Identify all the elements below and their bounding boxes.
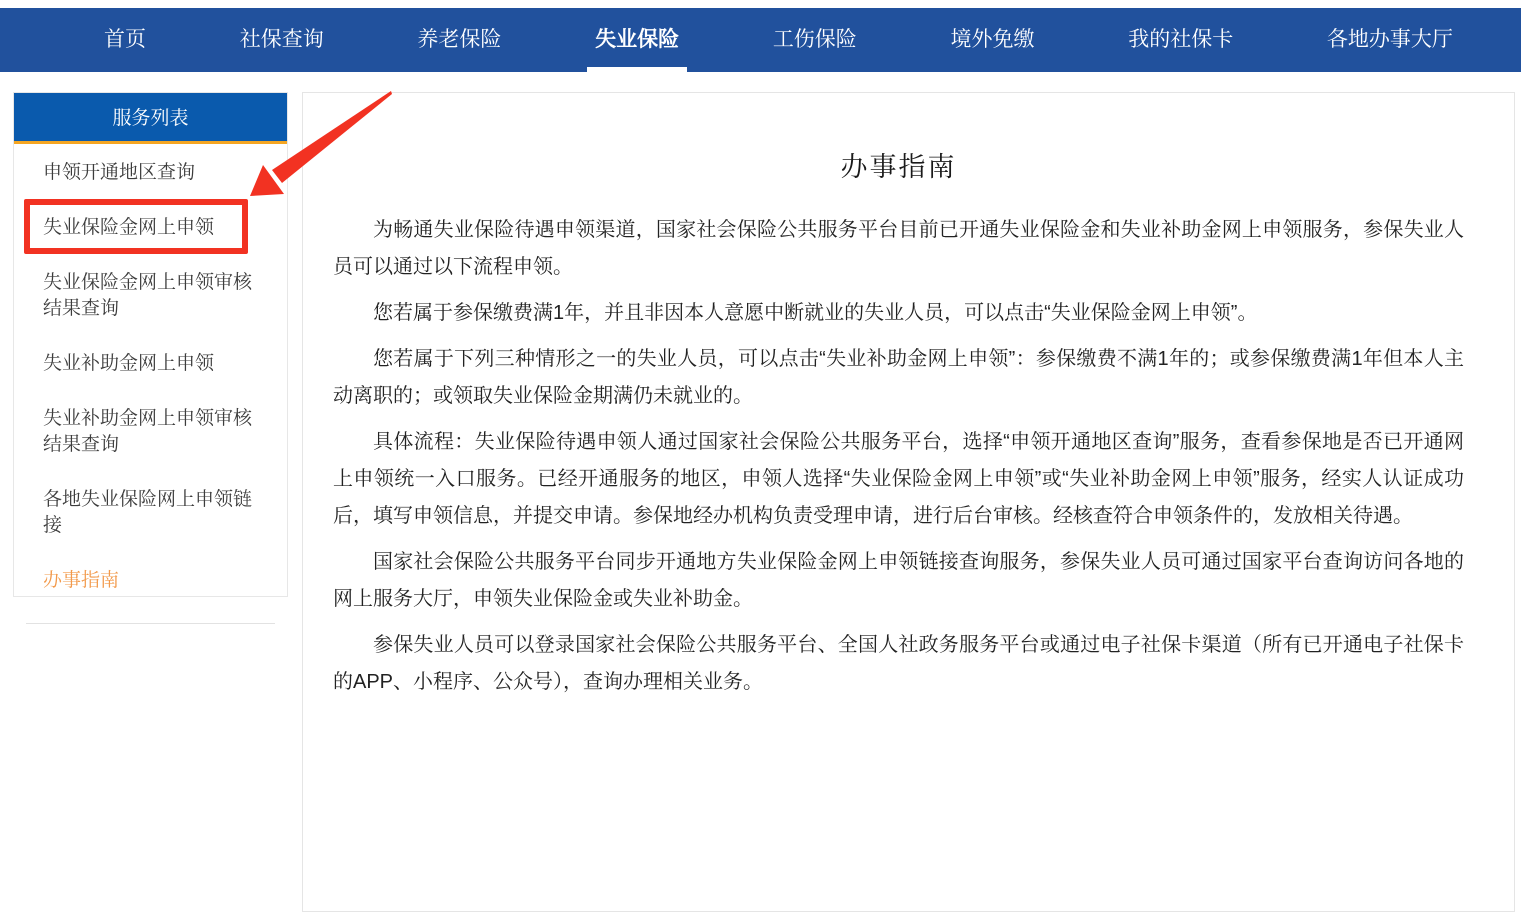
sidebar-item-insurance-claim-review-result-query[interactable]: 失业保险金网上申领审核结果查询	[43, 272, 253, 319]
nav-item-overseas-exemption[interactable]: 境外免缴	[950, 28, 1035, 51]
nav-item-work-injury-insurance[interactable]: 工伤保险	[772, 28, 857, 51]
nav-item-my-social-security-card[interactable]: 我的社保卡	[1128, 28, 1234, 51]
guide-paragraph: 为畅通失业保险待遇申领渠道，国家社会保险公共服务平台目前已开通失业保险金和失业补助金网上申领服务，参保失业人员可以通过以下流程申领。	[333, 219, 1464, 278]
sidebar-item-unemployment-subsidy-online-claim[interactable]: 失业补助金网上申领	[43, 353, 215, 374]
sidebar-item-unemployment-insurance-online-claim[interactable]: 失业保险金网上申领	[43, 217, 215, 238]
guide-paragraph: 您若属于下列三种情形之一的失业人员，可以点击“失业补助金网上申领”：参保缴费不满1年的；或参保缴费满1年但本人主动离职的；或领取失业保险金期满仍未就业的。	[333, 348, 1464, 407]
nav-item-home[interactable]: 首页	[104, 28, 146, 51]
service-guide-panel	[302, 92, 1515, 912]
sidebar-header: 服务列表	[14, 93, 287, 144]
guide-paragraph: 国家社会保险公共服务平台同步开通地方失业保险金网上申领链接查询服务，参保失业人员可通过国家平台查询访问各地的网上服务大厅，申领失业保险金或失业补助金。	[333, 551, 1464, 610]
sidebar-item-subsidy-claim-review-result-query[interactable]: 失业补助金网上申领审核结果查询	[43, 408, 253, 455]
guide-paragraph: 具体流程：失业保险待遇申领人通过国家社会保险公共服务平台，选择“申领开通地区查询”服务，查看参保地是否已开通网上申领统一入口服务。已经开通服务的地区，申领人选择“失业保险金网上申领”或“失业补助金网上申领”服务，经实人认证成功后，填写申领信息，并提交申请。参保地经办机构负责受理申请，进行后台审核。经核查符合申领条件的，发放相关待遇。	[333, 431, 1464, 527]
sidebar-item-open-region-query[interactable]: 申领开通地区查询	[43, 162, 196, 183]
sidebar-item-local-online-claim-links[interactable]: 各地失业保险网上申领链接	[43, 489, 253, 536]
nav-item-social-insurance-query[interactable]: 社保查询	[239, 28, 324, 51]
nav-item-pension-insurance[interactable]: 养老保险	[417, 28, 502, 51]
sidebar-divider	[26, 623, 275, 624]
top-navigation	[0, 8, 1521, 72]
service-list-sidebar	[13, 92, 288, 597]
sidebar-list	[14, 144, 287, 594]
nav-item-unemployment-insurance[interactable]: 失业保险	[595, 8, 679, 72]
guide-paragraph: 参保失业人员可以登录国家社会保险公共服务平台、全国人社政务服务平台或通过电子社保卡渠道（所有已开通电子社保卡的APP、小程序、公众号），查询办理相关业务。	[333, 634, 1464, 693]
nav-item-local-service-halls[interactable]: 各地办事大厅	[1326, 28, 1453, 51]
sidebar-item-service-guide[interactable]: 办事指南	[43, 570, 120, 591]
page-title: 办事指南	[840, 152, 957, 182]
guide-paragraph: 您若属于参保缴费满1年，并且非因本人意愿中断就业的失业人员，可以点击“失业保险金网上申领”。	[373, 302, 1258, 324]
